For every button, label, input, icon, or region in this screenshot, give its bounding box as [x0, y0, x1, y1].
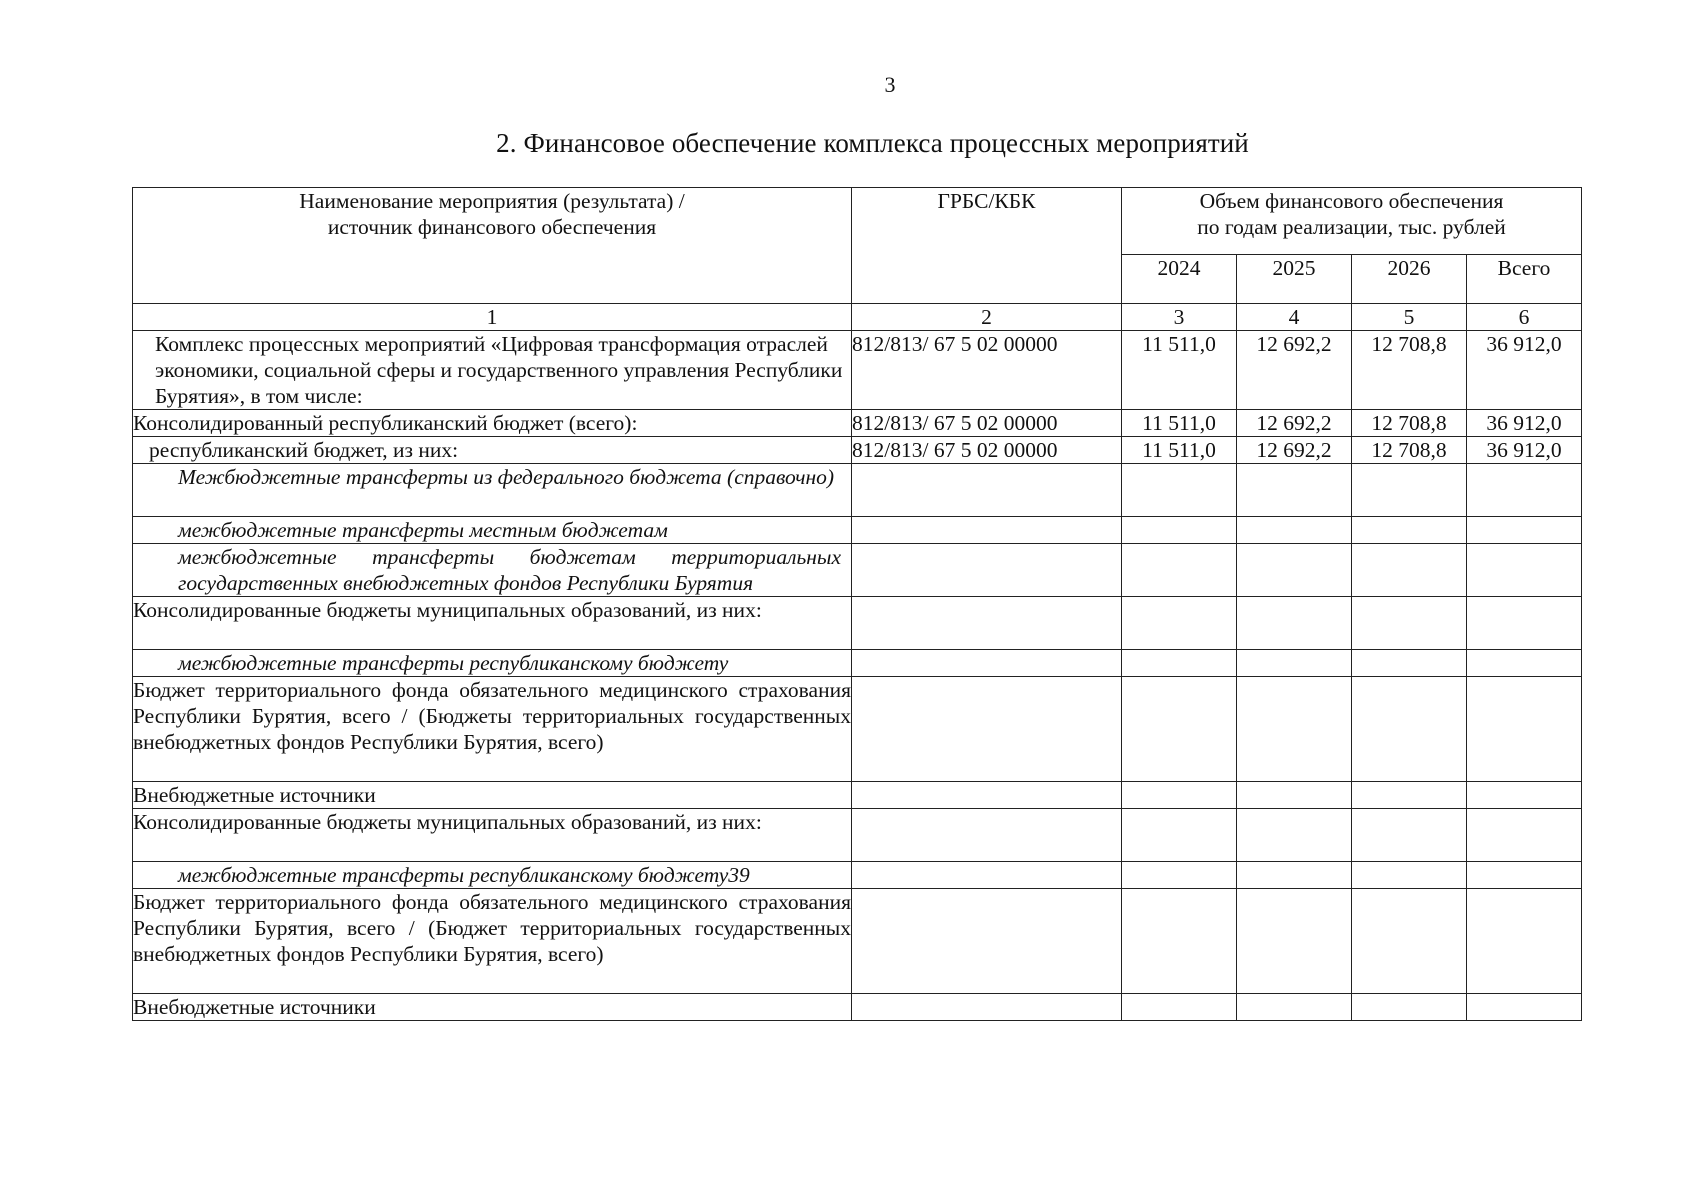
row-value-total	[1467, 862, 1582, 889]
row-value-2026	[1352, 889, 1467, 994]
row-value-2025	[1237, 809, 1352, 862]
row-name: межбюджетные трансферты местным бюджетам	[133, 517, 852, 544]
row-name: Комплекс процессных мероприятий «Цифровая трансформация отраслей экономики, социальной сферы и государственного управления Республики Бурятия», в том числе:	[133, 331, 852, 410]
row-value-2024	[1122, 544, 1237, 597]
row-kbk	[852, 464, 1122, 517]
row-kbk	[852, 862, 1122, 889]
row-name: Консолидированные бюджеты муниципальных образований, из них:	[133, 597, 852, 650]
row-value-total: 36 912,0	[1467, 331, 1582, 410]
row-name: Внебюджетные источники	[133, 994, 852, 1021]
column-number: 1	[133, 304, 852, 331]
row-kbk: 812/813/ 67 5 02 00000	[852, 437, 1122, 464]
row-value-2026	[1352, 544, 1467, 597]
row-value-2025	[1237, 994, 1352, 1021]
header-name-cell	[133, 188, 852, 304]
table-row	[133, 809, 1582, 862]
row-kbk	[852, 677, 1122, 782]
header-volume-line1: Объем финансового обеспечения	[1199, 189, 1504, 213]
row-name: Консолидированные бюджеты муниципальных образований, из них:	[133, 809, 852, 862]
row-value-2024	[1122, 597, 1237, 650]
row-value-2024	[1122, 464, 1237, 517]
column-numbers-row	[133, 304, 1582, 331]
column-number: 6	[1467, 304, 1582, 331]
row-value-2025	[1237, 862, 1352, 889]
row-value-2025	[1237, 889, 1352, 994]
row-value-2025	[1237, 597, 1352, 650]
row-value-total	[1467, 994, 1582, 1021]
row-value-total: 36 912,0	[1467, 437, 1582, 464]
row-value-2025	[1237, 650, 1352, 677]
table-row	[133, 331, 1582, 410]
row-value-2024	[1122, 809, 1237, 862]
row-value-2024	[1122, 517, 1237, 544]
row-value-2025: 12 692,2	[1237, 331, 1352, 410]
header-name-line1: Наименование мероприятия (результата) /	[299, 189, 685, 213]
row-value-2026	[1352, 650, 1467, 677]
row-value-total: 36 912,0	[1467, 410, 1582, 437]
table-row	[133, 597, 1582, 650]
row-name: Бюджет территориального фонда обязательного медицинского страхования Республики Бурятия, всего / (Бюджет территориальных государственных внебюджетных фондов Республики Бурятия, всего)	[133, 889, 852, 994]
row-kbk	[852, 782, 1122, 809]
table-row	[133, 410, 1582, 437]
row-name: Консолидированный республиканский бюджет (всего):	[133, 410, 852, 437]
row-name: Бюджет территориального фонда обязательного медицинского страхования Республики Бурятия, всего / (Бюджеты территориальных государственных внебюджетных фондов Республики Бурятия, всего)	[133, 677, 852, 782]
row-name: Межбюджетные трансферты из федерального бюджета (справочно)	[133, 464, 852, 517]
row-value-2024: 11 511,0	[1122, 410, 1237, 437]
row-kbk: 812/813/ 67 5 02 00000	[852, 331, 1122, 410]
table-row	[133, 517, 1582, 544]
header-name-line2: источник финансового обеспечения	[327, 215, 657, 239]
header-year-2024: 2024	[1122, 255, 1237, 304]
header-kbk: ГРБС/КБК	[852, 188, 1122, 304]
header-total: Всего	[1467, 255, 1582, 304]
row-value-2026	[1352, 862, 1467, 889]
row-name: межбюджетные трансферты республиканскому бюджету39	[133, 862, 852, 889]
row-value-2024	[1122, 994, 1237, 1021]
header-year-2025: 2025	[1237, 255, 1352, 304]
header-volume-line2: по годам реализации, тыс. рублей	[1197, 215, 1506, 239]
row-name: Внебюджетные источники	[133, 782, 852, 809]
row-value-2025: 12 692,2	[1237, 410, 1352, 437]
row-name: межбюджетные трансферты бюджетам территориальных государственных внебюджетных фондов Республики Бурятия	[133, 544, 852, 597]
row-value-2025	[1237, 782, 1352, 809]
row-value-2026	[1352, 677, 1467, 782]
row-value-2026	[1352, 517, 1467, 544]
row-name: межбюджетные трансферты республиканскому бюджету	[133, 650, 852, 677]
row-value-2024	[1122, 889, 1237, 994]
header-row-1	[133, 188, 1582, 255]
row-value-2026	[1352, 809, 1467, 862]
row-value-2025	[1237, 677, 1352, 782]
row-value-2025	[1237, 464, 1352, 517]
row-kbk	[852, 994, 1122, 1021]
row-value-total	[1467, 517, 1582, 544]
row-value-2024	[1122, 677, 1237, 782]
row-value-2024: 11 511,0	[1122, 331, 1237, 410]
table-row	[133, 437, 1582, 464]
row-value-2026	[1352, 782, 1467, 809]
row-name: республиканский бюджет, из них:	[133, 437, 852, 464]
column-number: 4	[1237, 304, 1352, 331]
table-row	[133, 650, 1582, 677]
row-kbk	[852, 517, 1122, 544]
table-row	[133, 677, 1582, 782]
row-value-total	[1467, 677, 1582, 782]
table-row	[133, 862, 1582, 889]
row-value-total	[1467, 889, 1582, 994]
row-value-2025	[1237, 544, 1352, 597]
row-value-2024	[1122, 862, 1237, 889]
row-kbk	[852, 650, 1122, 677]
row-value-2024	[1122, 782, 1237, 809]
row-kbk	[852, 809, 1122, 862]
row-value-2024: 11 511,0	[1122, 437, 1237, 464]
table-row	[133, 544, 1582, 597]
row-kbk	[852, 544, 1122, 597]
section-title: 2. Финансовое обеспечение комплекса процессных мероприятий	[496, 128, 1249, 158]
row-value-2026: 12 708,8	[1352, 331, 1467, 410]
row-value-total	[1467, 650, 1582, 677]
row-kbk	[852, 597, 1122, 650]
row-value-2026: 12 708,8	[1352, 410, 1467, 437]
table-row	[133, 782, 1582, 809]
row-value-2025: 12 692,2	[1237, 437, 1352, 464]
table-row	[133, 889, 1582, 994]
row-value-2024	[1122, 650, 1237, 677]
row-value-total	[1467, 544, 1582, 597]
row-value-total	[1467, 597, 1582, 650]
column-number: 2	[852, 304, 1122, 331]
table-row	[133, 994, 1582, 1021]
financing-table	[132, 187, 1582, 1021]
row-value-total	[1467, 464, 1582, 517]
row-kbk: 812/813/ 67 5 02 00000	[852, 410, 1122, 437]
header-volume-cell	[1122, 188, 1582, 255]
row-value-2026: 12 708,8	[1352, 437, 1467, 464]
page-number: 3	[884, 72, 896, 97]
row-value-2025	[1237, 517, 1352, 544]
row-value-2026	[1352, 597, 1467, 650]
column-number: 5	[1352, 304, 1467, 331]
header-year-2026: 2026	[1352, 255, 1467, 304]
row-value-total	[1467, 809, 1582, 862]
row-kbk	[852, 889, 1122, 994]
table-row	[133, 464, 1582, 517]
row-value-2026	[1352, 994, 1467, 1021]
column-number: 3	[1122, 304, 1237, 331]
row-value-total	[1467, 782, 1582, 809]
row-value-2026	[1352, 464, 1467, 517]
